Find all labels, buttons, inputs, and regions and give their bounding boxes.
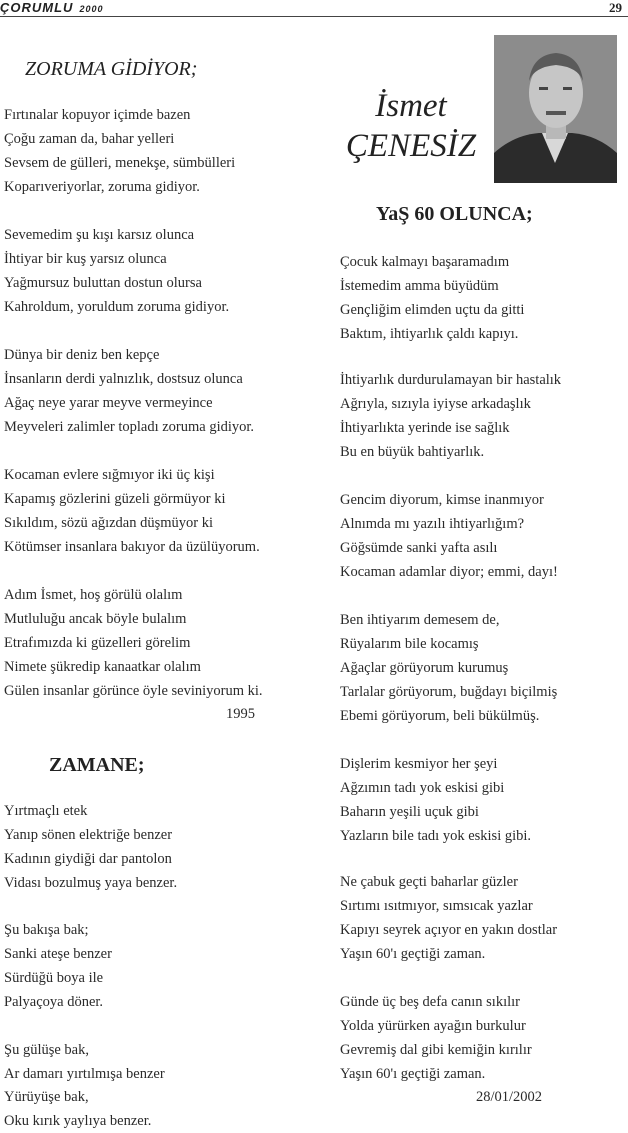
poem-line: Kahroldum, yoruldum zoruma gidiyor. bbox=[4, 299, 230, 315]
poem-line: İstemedim amma büyüdüm bbox=[340, 278, 499, 294]
poem-line: İhtiyarlıkta yerinde ise sağlık bbox=[340, 420, 510, 436]
poem-line: Çoğu zaman da, bahar yelleri bbox=[4, 131, 175, 147]
poem-line: İhtiyarlık durdurulamayan bir hastalık bbox=[340, 372, 562, 388]
poem-line: Gülen insanlar görünce öyle seviniyorum ki. bbox=[4, 683, 263, 699]
poem-line: Dünya bir deniz ben kepçe bbox=[4, 347, 160, 363]
author-name bbox=[326, 86, 496, 166]
poem-line: Baktım, ihtiyarlık çaldı kapıyı. bbox=[340, 326, 519, 342]
poem-line: Kocaman adamlar diyor; emmi, dayı! bbox=[340, 564, 558, 580]
poem-line: Ağzımın tadı yok eskisi gibi bbox=[340, 780, 505, 796]
author-photo bbox=[494, 35, 617, 183]
poem-line: Baharın yeşili uçuk gibi bbox=[340, 804, 479, 820]
poem-line: Gevremiş dal gibi kemiğin kırılır bbox=[340, 1042, 532, 1058]
poem-line: Yazların bile tadı yok eskisi gibi. bbox=[340, 828, 532, 844]
poem-line: Çocuk kalmayı başaramadım bbox=[340, 254, 510, 270]
poem-line: Alnımda mı yazılı ihtiyarlığım? bbox=[340, 516, 525, 532]
poem-line: Etrafımızda ki güzelleri görelim bbox=[4, 635, 191, 651]
poem-line: Kötümser insanlara bakıyor da üzülüyorum. bbox=[4, 539, 260, 555]
author-first-name: İsmet bbox=[375, 88, 447, 124]
poem-line: Kocaman evlere sığmıyor iki üç kişi bbox=[4, 467, 215, 483]
poem-line: Yolda yürürken ayağın burkulur bbox=[340, 1018, 526, 1034]
poem-line: İnsanların derdi yalnızlık, dostsuz olunca bbox=[4, 371, 243, 387]
poem-line: Rüyalarım bile kocamış bbox=[340, 636, 479, 652]
poem-title-zoruma: ZORUMA GİDİYOR; bbox=[25, 58, 198, 80]
header-divider bbox=[0, 16, 628, 17]
poem-line: Palyaçoya döner. bbox=[4, 994, 104, 1010]
poem-date: 28/01/2002 bbox=[476, 1089, 543, 1105]
poem-line: Bu en büyük bahtiyarlık. bbox=[340, 444, 485, 460]
poem-line: Vidası bozulmuş yaya benzer. bbox=[4, 875, 178, 891]
poem-line: Yürüyüşe bak, bbox=[4, 1089, 89, 1105]
poem-line: Nimete şükredip kanaatkar olalım bbox=[4, 659, 201, 675]
poem-line: Yağmursuz buluttan dostun olursa bbox=[4, 275, 202, 291]
poem-line: Ağaçlar görüyorum kurumuş bbox=[340, 660, 509, 676]
poem-date: 1995 bbox=[226, 706, 255, 722]
poem-line: Ebemi görüyorum, beli bükülmüş. bbox=[340, 708, 540, 724]
poem-line: Yırtmaçlı etek bbox=[4, 803, 88, 819]
poem-line: Şu gülüşe bak, bbox=[4, 1042, 89, 1058]
poem-line: Ağrıyla, sızıyla iyiyse arkadaşlık bbox=[340, 396, 531, 412]
poem-line: Sanki ateşe benzer bbox=[4, 946, 112, 962]
magazine-name: ÇORUMLU bbox=[0, 0, 74, 15]
poem-line: Koparıveriyorlar, zoruma gidiyor. bbox=[4, 179, 200, 195]
poem-line: Adım İsmet, hoş görülü olalım bbox=[4, 587, 183, 603]
poem-line: Sevsem de gülleri, menekşe, sümbülleri bbox=[4, 155, 236, 171]
poem-line: Yanıp sönen elektriğe benzer bbox=[4, 827, 173, 843]
poem-line: Sevemedim şu kışı karsız olunca bbox=[4, 227, 195, 243]
poem-line: Mutluluğu ancak böyle bulalım bbox=[4, 611, 187, 627]
poem-line: Dişlerim kesmiyor her şeyi bbox=[340, 756, 498, 772]
poem-line: Fırtınalar kopuyor içimde bazen bbox=[4, 107, 191, 123]
poem-line: Ben ihtiyarım demesem de, bbox=[340, 612, 500, 628]
poem-line: Göğsümde sanki yafta asılı bbox=[340, 540, 498, 556]
poem-line: Gençliğim elimden uçtu da gitti bbox=[340, 302, 525, 318]
poem-line: Ne çabuk geçti baharlar güzler bbox=[340, 874, 518, 890]
author-last-name: ÇENESİZ bbox=[345, 128, 477, 164]
poem-line: İhtiyar bir kuş yarsız olunca bbox=[4, 251, 167, 267]
poem-line: Ar damarı yırtılmışa benzer bbox=[4, 1066, 165, 1082]
poem-title-yas60: YaŞ 60 OLUNCA; bbox=[376, 203, 533, 225]
poem-line: Kapıyı seyrek açıyor en yakın dostlar bbox=[340, 922, 558, 938]
page-number: 29 bbox=[609, 0, 622, 15]
poem-line: Meyveleri zalimler topladı zoruma gidiyor. bbox=[4, 419, 255, 435]
poem-line: Oku kırık yaylıya benzer. bbox=[4, 1113, 152, 1129]
poem-title-zamane: ZAMANE; bbox=[49, 754, 145, 776]
poem-line: Sıkıldım, sözü ağızdan düşmüyor ki bbox=[4, 515, 214, 531]
portrait-icon bbox=[494, 35, 617, 183]
magazine-year: 2000 bbox=[79, 4, 104, 14]
poem-line: Kadının giydiği dar pantolon bbox=[4, 851, 172, 867]
poem-line: Yaşın 60'ı geçtiği zaman. bbox=[340, 1066, 486, 1082]
poem-line: Günde üç beş defa canın sıkılır bbox=[340, 994, 520, 1010]
poem-line: Gencim diyorum, kimse inanmıyor bbox=[340, 492, 544, 508]
poem-line: Sürdüğü boya ile bbox=[4, 970, 104, 986]
poem-line: Şu bakışa bak; bbox=[4, 922, 89, 938]
poem-line: Ağaç neye yarar meyve vermeyince bbox=[4, 395, 213, 411]
poem-line: Yaşın 60'ı geçtiği zaman. bbox=[340, 946, 486, 962]
poem-line: Sırtımı ısıtmıyor, sımsıcak yazlar bbox=[340, 898, 533, 914]
magazine-title bbox=[0, 0, 103, 15]
poem-line: Kapamış gözlerini güzeli görmüyor ki bbox=[4, 491, 226, 507]
poem-line: Tarlalar görüyorum, buğdayı biçilmiş bbox=[340, 684, 558, 700]
